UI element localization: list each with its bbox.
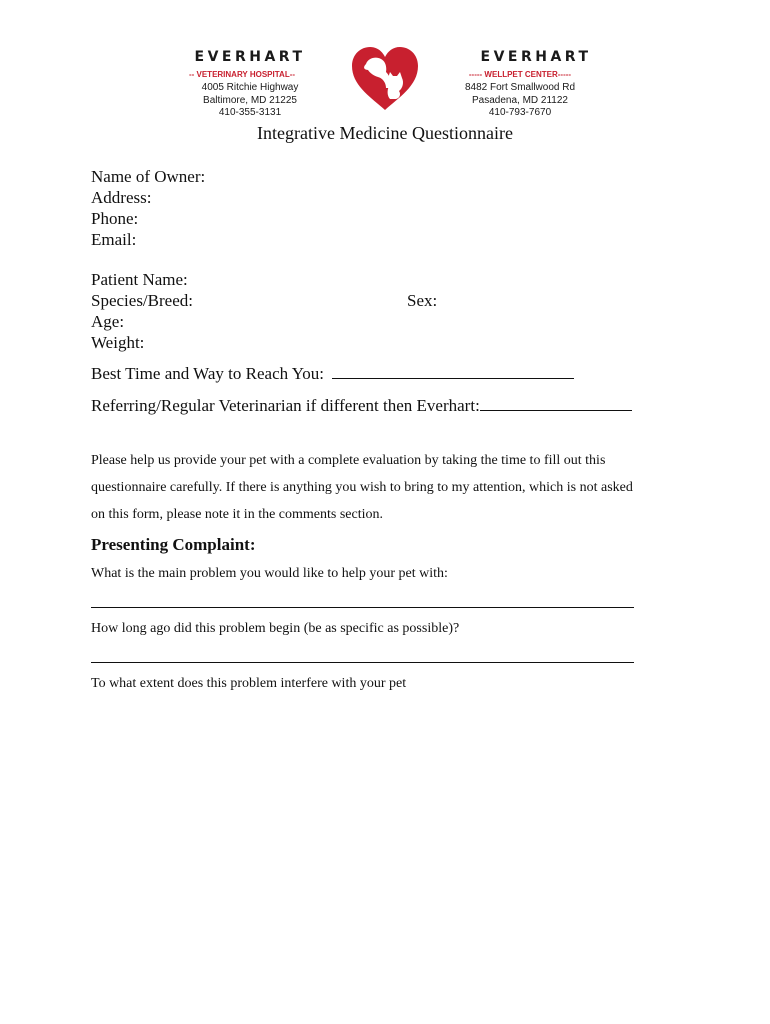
patient-sex-label: Sex:	[407, 291, 438, 310]
left-clinic-address	[180, 82, 320, 120]
best-time-blank[interactable]	[332, 364, 574, 379]
patient-weight-label: Weight:	[91, 333, 145, 352]
answer-line-2[interactable]	[91, 662, 634, 663]
referring-row	[91, 395, 632, 416]
referring-label: Referring/Regular Veterinarian if different then Everhart:	[91, 396, 480, 415]
right-clinic-name: EVERHART	[480, 49, 592, 65]
intro-line-3: on this form, please note it in the comments section.	[91, 507, 383, 522]
right-clinic-address	[450, 82, 590, 120]
right-address-line1: 8482 Fort Smallwood Rd	[464, 82, 576, 93]
patient-section	[91, 269, 193, 353]
left-clinic-name: EVERHART	[194, 49, 306, 65]
patient-age-label: Age:	[91, 312, 125, 331]
left-address-line1: 4005 Ritchie Highway	[201, 82, 299, 93]
intro-line-2: questionnaire carefully. If there is anything you wish to bring to my attention, which is not asked	[91, 480, 633, 495]
right-clinic-subtitle: ----- WELLPET CENTER-----	[468, 70, 572, 79]
intro-line-1: Please help us provide your pet with a complete evaluation by taking the time to fill out this	[91, 453, 606, 468]
owner-email-label: Email:	[91, 230, 137, 249]
owner-address-label: Address:	[91, 188, 152, 207]
document-title: Integrative Medicine Questionnaire	[257, 123, 513, 143]
presenting-complaint-heading: Presenting Complaint:	[91, 535, 256, 554]
owner-phone-label: Phone:	[91, 209, 139, 228]
best-time-label: Best Time and Way to Reach You:	[91, 364, 325, 383]
owner-section	[91, 166, 205, 250]
referring-blank[interactable]	[480, 396, 632, 411]
patient-species-label: Species/Breed:	[91, 291, 193, 310]
best-time-row	[91, 363, 574, 384]
answer-line-1[interactable]	[91, 607, 634, 608]
owner-name-label: Name of Owner:	[91, 167, 206, 186]
intro-paragraph	[91, 447, 691, 528]
heart-pet-icon	[350, 44, 420, 112]
left-phone: 410-355-3131	[218, 107, 282, 118]
left-address-line2: Baltimore, MD 21225	[203, 94, 297, 106]
question-problem-start: How long ago did this problem begin (be as specific as possible)?	[91, 621, 460, 636]
question-main-problem: What is the main problem you would like to help your pet with:	[91, 566, 448, 581]
right-address-line2: Pasadena, MD 21122	[472, 94, 568, 106]
right-phone: 410-793-7670	[488, 107, 552, 118]
left-clinic-subtitle: -- VETERINARY HOSPITAL--	[188, 70, 296, 79]
patient-name-label: Patient Name:	[91, 270, 188, 289]
question-problem-extent: To what extent does this problem interfere with your pet	[91, 676, 407, 691]
